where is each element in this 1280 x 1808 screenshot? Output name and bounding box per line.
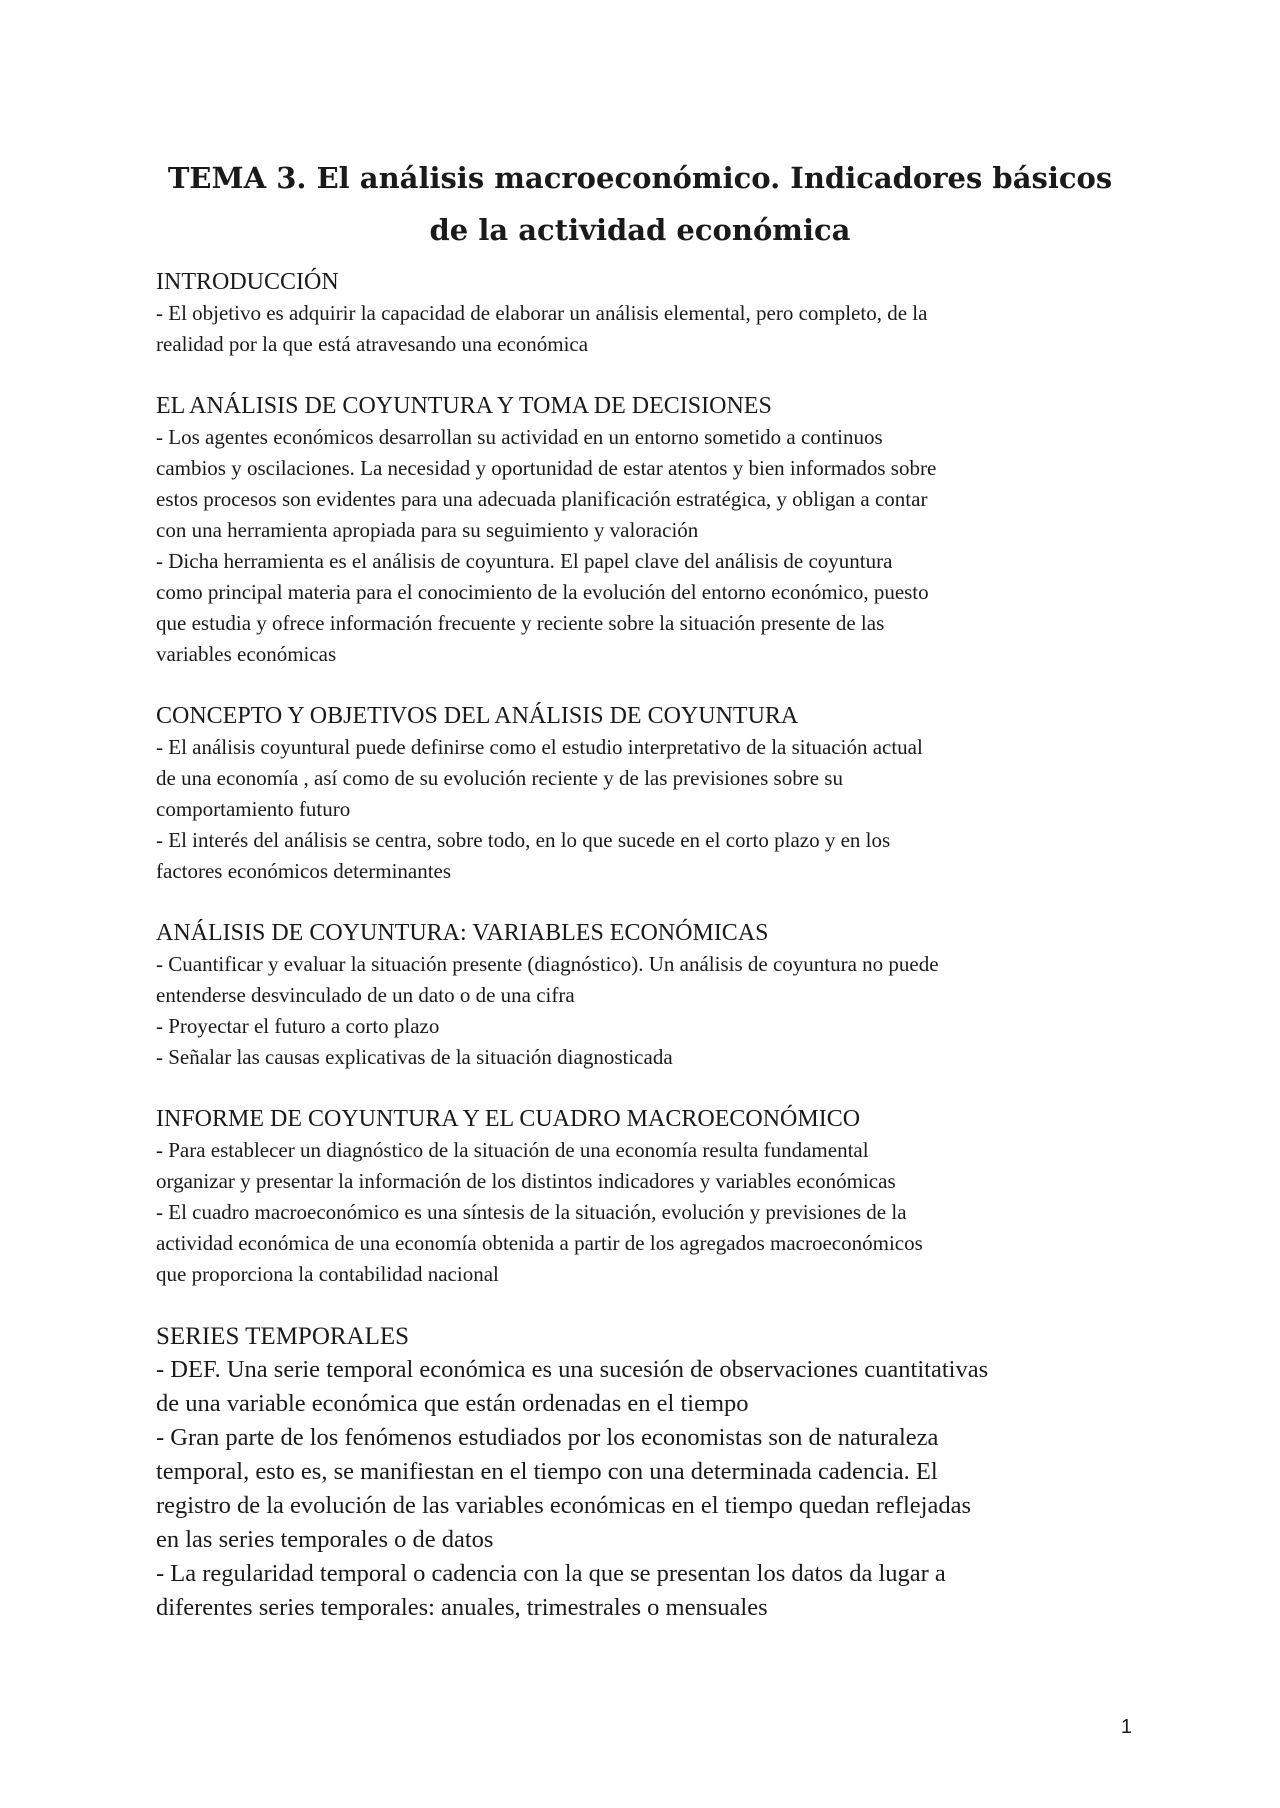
- section-text-line: - Señalar las causas explicativas de la situación diagnosticada: [156, 1045, 673, 1069]
- section-text-line: - Cuantificar y evaluar la situación presente (diagnóstico). Un análisis de coyuntura no puede: [156, 952, 939, 976]
- section-text-line: variables económicas: [156, 642, 337, 666]
- section-text-line: que estudia y ofrece información frecuente y reciente sobre la situación presente de las: [156, 611, 885, 635]
- title-line-2: de la actividad económica: [429, 213, 851, 247]
- section-text-line: estos procesos son evidentes para una adecuada planificación estratégica, y obligan a contar: [156, 487, 928, 511]
- section-heading: EL ANÁLISIS DE COYUNTURA Y TOMA DE DECISIONES: [156, 393, 772, 419]
- document-body: [156, 266, 1146, 1655]
- page-number: 1: [1120, 1716, 1132, 1738]
- section-text-line: - Para establecer un diagnóstico de la situación de una economía resulta fundamental: [156, 1138, 869, 1162]
- section-text-line: temporal, esto es, se manifiestan en el tiempo con una determinada cadencia. El: [156, 1458, 938, 1485]
- section-text-line: - Gran parte de los fenómenos estudiados por los economistas son de naturaleza: [156, 1424, 939, 1451]
- section-text-line: que proporciona la contabilidad nacional: [156, 1262, 499, 1286]
- section-heading: INTRODUCCIÓN: [156, 269, 339, 295]
- section-heading: ANÁLISIS DE COYUNTURA: VARIABLES ECONÓMICAS: [156, 920, 769, 946]
- section-text-line: - Los agentes económicos desarrollan su actividad en un entorno sometido a continuos: [156, 425, 883, 449]
- section-text-line: - El interés del análisis se centra, sobre todo, en lo que sucede en el corto plazo y en los: [156, 828, 891, 852]
- section-text-line: de una economía , así como de su evolución reciente y de las previsiones sobre su: [156, 766, 843, 790]
- section-text-line: entenderse desvinculado de un dato o de una cifra: [156, 983, 575, 1007]
- section-text-line: - El objetivo es adquirir la capacidad de elaborar un análisis elemental, pero completo, de la: [156, 301, 928, 325]
- section-text-line: diferentes series temporales: anuales, trimestrales o mensuales: [156, 1594, 768, 1621]
- section: [156, 700, 1146, 887]
- section-text-line: registro de la evolución de las variables económicas en el tiempo quedan reflejadas: [156, 1492, 971, 1519]
- section-text-line: como principal materia para el conocimiento de la evolución del entorno económico, puesto: [156, 580, 929, 604]
- section-text-line: - Proyectar el futuro a corto plazo: [156, 1014, 440, 1038]
- section-text-line: - DEF. Una serie temporal económica es una sucesión de observaciones cuantitativas: [156, 1356, 989, 1383]
- title-line-1: TEMA 3. El análisis macroeconómico. Indicadores básicos: [167, 161, 1113, 195]
- section-text-line: con una herramienta apropiada para su seguimiento y valoración: [156, 518, 699, 542]
- section-heading: INFORME DE COYUNTURA Y EL CUADRO MACROECONÓMICO: [156, 1106, 861, 1132]
- section-text-line: - Dicha herramienta es el análisis de coyuntura. El papel clave del análisis de coyuntura: [156, 549, 893, 573]
- section-text-line: actividad económica de una economía obtenida a partir de los agregados macroeconómicos: [156, 1231, 923, 1255]
- section: [156, 917, 1146, 1073]
- section-heading: SERIES TEMPORALES: [156, 1323, 410, 1350]
- section-text-line: de una variable económica que están ordenadas en el tiempo: [156, 1390, 749, 1417]
- section: [156, 1320, 1146, 1625]
- section-text-line: organizar y presentar la información de los distintos indicadores y variables económicas: [156, 1169, 896, 1193]
- section-heading: CONCEPTO Y OBJETIVOS DEL ANÁLISIS DE COYUNTURA: [156, 703, 799, 729]
- page-title: [140, 152, 1140, 256]
- section-text-line: en las series temporales o de datos: [156, 1526, 494, 1553]
- section: [156, 266, 1146, 360]
- section: [156, 1103, 1146, 1290]
- section-text-line: - El análisis coyuntural puede definirse como el estudio interpretativo de la situación actual: [156, 735, 923, 759]
- section: [156, 390, 1146, 670]
- section-text-line: factores económicos determinantes: [156, 859, 452, 883]
- section-text-line: - El cuadro macroeconómico es una síntesis de la situación, evolución y previsiones de la: [156, 1200, 907, 1224]
- section-text-line: - La regularidad temporal o cadencia con la que se presentan los datos da lugar a: [156, 1560, 946, 1587]
- section-text-line: cambios y oscilaciones. La necesidad y oportunidad de estar atentos y bien informados sobre: [156, 456, 937, 480]
- section-text-line: realidad por la que está atravesando una económica: [156, 332, 589, 356]
- section-text-line: comportamiento futuro: [156, 797, 351, 821]
